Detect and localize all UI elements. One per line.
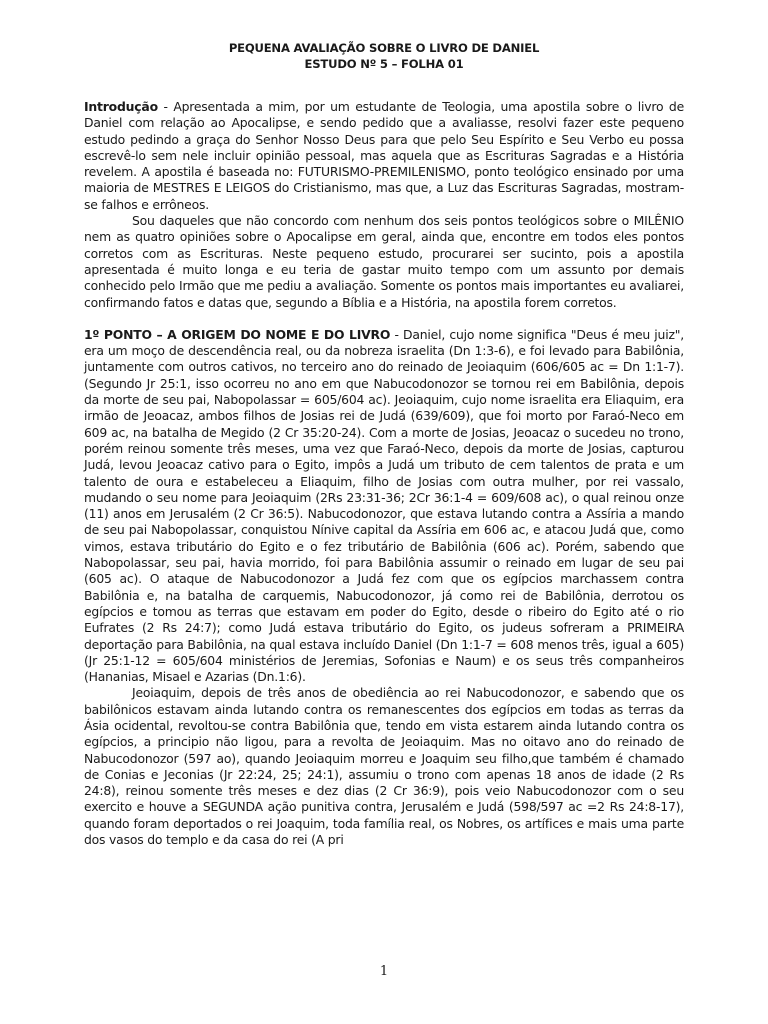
document-subtitle: ESTUDO Nº 5 – FOLHA 01 [304, 57, 464, 71]
point1-paragraph [84, 327, 684, 686]
intro-paragraph-2: Sou daqueles que não concordo com nenhum dos seis pontos teológicos sobre o MILÊNIO nem as quatro opiniões sobre o Apocalipse em geral, ainda que, encontre em todos eles pontos corretos com as Escrituras. Neste pequeno estudo, procurarei ser sucinto, pois a apostila apresentada é muito longa e eu teria de gastar muito tempo com um assunto por demais conhecido pelo Irmão que me pediu a avaliação. Somente os pontos mais importantes eu avaliarei, confirmando fatos e datas que, segundo a Bíblia e a História, na apostila forem corretos. [84, 213, 684, 310]
point1-text: - Daniel, cujo nome significa "Deus é meu juiz", era um moço de descendência real, ou da nobreza israelita (Dn 1:3-6), e foi levado para Babilônia, juntamente com outros cativos, no terceiro ano do reinado de Jeoiaquim (606/605 ac = Dn 1:1-7). (Segundo Jr 25:1, isso ocorreu no ano em que Nabucodonozor se tornou rei em Babilônia, depois da morte de seu pai, Nabopolassar = 605/604 ac). Jeoiaquim, cujo nome israelita era Eliaquim, era irmão de Jeoacaz, ambos filhos de Josias rei de Judá (639/609), que foi morto por Faraó-Neco em 609 ac, na batalha de Megido (2 Cr 35:20-24). Com a morte de Josias, Jeoacaz o sucedeu no trono, porém reinou somente três meses, uma vez que Faraó-Neco, depois da morte de Josias, capturou Judá, levou Jeoacaz cativo para o Egito, impôs a Judá um tributo de cem talentos de prata e um talento de oura e estabeleceu a Eliaquim, filho de Josias com outra mulher, por rei vassalo, mudando o seu nome para Jeoiaquim (2Rs 23:31-36; 2Cr 36:1-4 = 609/608 ac), o qual reinou onze (11) anos em Jerusalém (2 Cr 36:5). Nabucodonozor, que estava lutando contra a Assíria a mando de seu pai Nabopolassar, conquistou Nínive capital da Assíria em 606 ac, e atacou Judá que, como vimos, estava tributário do Egito e o fez tributário de Babilônia (606 ac). Porém, sabendo que Nabopolassar, seu pai, havia morrido, foi para Babilônia assumir o reinado em lugar de seu pai (605 ac). O ataque de Nabucodonozor a Judá fez com que os egípcios marchassem contra Babilônia e, na batalha de carquemis, Nabucodonozor, já como rei de Babilônia, derrotou os egípcios e tomou as terras que estavam em poder do Egito, desde o ribeiro do Egito até o rio Eufrates (2 Rs 24:7); como Judá estava tributário do Egito, os judeus sofreram a PRIMEIRA deportação para Babilônia, na qual estava incluído Daniel (Dn 1:1-7 = 608 menos três, igual a 605) (Jr 25:1-12 = 605/604 ministérios de Jeremias, Sofonias e Naum) e os seus três companheiros (Hananias, Misael e Azarias (Dn.1:6). [84, 326, 684, 685]
page-number: 1 [379, 964, 389, 979]
point1-paragraph-2: Jeoiaquim, depois de três anos de obediência ao rei Nabucodonozor, e sabendo que os babilônicos estavam ainda lutando contra os remanescentes dos egípcios em todas as terras da Ásia ocidental, revoltou-se contra Babilônia que, tendo em vista estarem ainda lutando contra os egípcios, a principio não ligou, para a revolta de Jeoiaquim. Mas no oitavo ano do reinado de Nabucodonozor (597 ao), quando Jeoiaquim morreu e Joaquim seu filho,que também é chamado de Conias e Jeconias (Jr 22:24, 25; 24:1), assumiu o trono com apenas 18 anos de idade (2 Rs 24:8), reinou somente três meses e dez dias (2 Cr 36:9), pois veio Nabucodonozor com o seu exercito e houve a SEGUNDA ação punitiva contra, Jerusalém e Judá (598/597 ac =2 Rs 24:8-17), quando foram deportados o rei Joaquim, toda família real, os Nobres, os artífices e mais uma parte dos vasos do templo e da casa do rei (A pri [84, 685, 684, 848]
point1-heading: 1º PONTO – A ORIGEM DO NOME E DO LIVRO [84, 326, 391, 342]
intro-text: - Apresentada a mim, por um estudante de Teologia, uma apostila sobre o livro de Daniel com relação ao Apocalipse, e sendo pedido que a avaliasse, resolvi fazer este pequeno estudo pedindo a graça do Senhor Nosso Deus para que pelo Seu Espírito e Seu Verbo eu possa escrevê-lo sem nele incluir opinião pessoal, mas aquela que as Escrituras Sagradas e a História revelem. A apostila é baseada no: FUTURISMO-PREMILENISMO, ponto teológico ensinado por uma maioria de MESTRES E LEIGOS do Cristianismo, mas que, a Luz das Escrituras Sagradas, mostram-se falhos e errôneos. [84, 99, 684, 212]
document-title: PEQUENA AVALIAÇÃO SOBRE O LIVRO DE DANIEL [228, 41, 540, 55]
intro-heading: Introdução [84, 99, 158, 114]
intro-paragraph [84, 99, 684, 213]
document-page [84, 40, 684, 848]
